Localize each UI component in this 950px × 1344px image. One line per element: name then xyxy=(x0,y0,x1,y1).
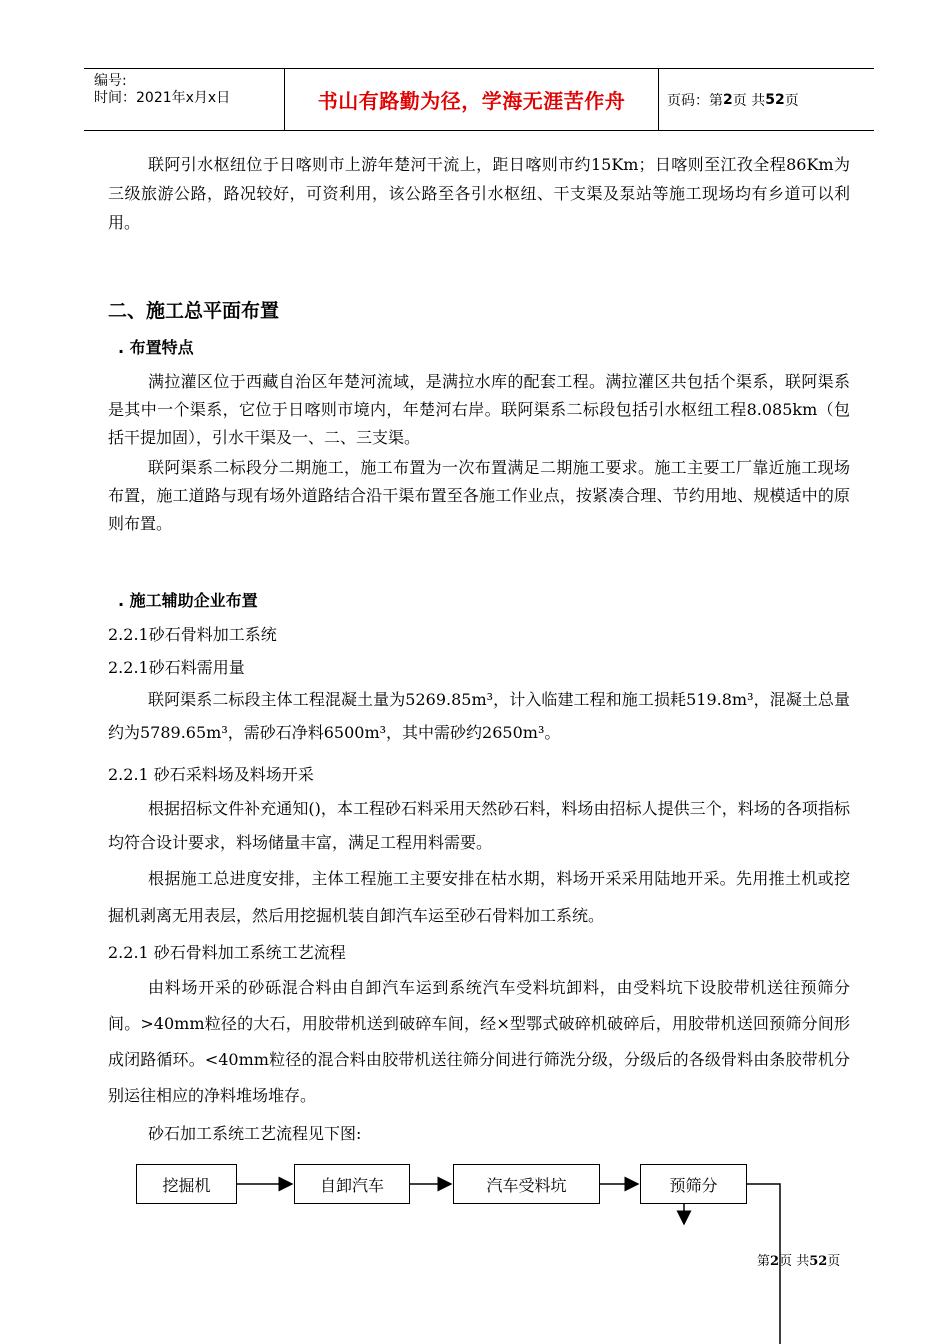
flow-box-excavator: 挖掘机 xyxy=(136,1164,237,1204)
quarry-paragraph-2: 根据施工总进度安排，主体工程施工主要安排在枯水期，料场开采采用陆地开采。先用推土机或挖掘机剥离无用表层，然后用挖掘机装自卸汽车运至砂石骨料加工系统。 xyxy=(108,869,850,925)
heading-process-flow: 2.2.1 砂石骨料加工系统工艺流程 xyxy=(108,943,346,962)
flow-box-receiving-pit: 汽车受料坑 xyxy=(453,1164,600,1204)
subsection-title-layout: . 布置特点 xyxy=(118,338,194,357)
page-footer xyxy=(757,1250,840,1269)
sub2-title-block xyxy=(118,588,860,611)
document-number-label: 编号: xyxy=(94,73,127,89)
footer-prefix: 第 xyxy=(757,1254,771,1269)
header-meta xyxy=(84,69,284,130)
section-title-block xyxy=(108,296,850,323)
layout-paragraph-1: 满拉灌区位于西藏自治区年楚河流域，是满拉水库的配套工程。满拉灌区共包括个渠系，联阿渠系是其中一个渠系，它位于日喀则市境内，年楚河右岸。联阿渠系二标段包括引水枢纽工程8.085km（包括干提加固），引水干渠及一、二、三支渠。 xyxy=(108,372,850,447)
intro-paragraph: 联阿引水枢纽位于日喀则市上游年楚河干流上，距日喀则市约15Km；日喀则至江孜全程86Km为三级旅游公路，路况较好，可资利用，该公路至各引水枢纽、干支渠及泵站等施工现场均有乡道可以利用。 xyxy=(108,155,850,232)
aggregate-section xyxy=(108,622,850,749)
flow-caption: 砂石加工系统工艺流程见下图: xyxy=(148,1124,362,1143)
document-date: 时间：2021年x月x日 xyxy=(94,90,231,106)
page-header xyxy=(84,68,874,131)
quarry-section xyxy=(108,762,850,934)
header-page-info xyxy=(659,69,874,130)
page-number: 2 xyxy=(723,91,733,108)
section-title: 二、施工总平面布置 xyxy=(108,300,280,322)
footer-suffix: 页 xyxy=(827,1254,841,1269)
sub1-title-block xyxy=(118,335,860,358)
page-mid: 页 共 xyxy=(732,92,766,109)
flow-box-dump-truck: 自卸汽车 xyxy=(294,1164,410,1204)
page-total: 52 xyxy=(765,91,785,108)
layout-paragraph-2: 联阿渠系二标段分二期施工，施工布置为一次布置满足二期施工要求。施工主要工厂靠近施工现场布置，施工道路与现有场外道路结合沿干渠布置至各施工作业点，按紧凑合理、节约用地、规模适中的原则布置。 xyxy=(108,458,850,533)
heading-quarry: 2.2.1 砂石采料场及料场开采 xyxy=(108,765,314,784)
header-motto-cell xyxy=(284,69,659,130)
process-section xyxy=(108,940,850,1152)
footer-page-number: 2 xyxy=(770,1254,780,1269)
footer-mid: 页 共 xyxy=(779,1254,810,1269)
page-prefix: 页码：第 xyxy=(667,92,723,109)
flow-box-prescreen: 预筛分 xyxy=(640,1164,747,1204)
demand-paragraph: 联阿渠系二标段主体工程混凝土量为5269.85m³，计入临建工程和施工损耗519.8m³，混凝土总量约为5789.65m³，需砂石净料6500m³，其中需砂约2650m³。 xyxy=(108,690,850,742)
process-paragraph: 由料场开采的砂砾混合料由自卸汽车运到系统汽车受料坑卸料，由受料坑下设胶带机送往预筛分间。>40mm粒径的大石，用胶带机送到破碎车间，经×型鄂式破碎机破碎后，用胶带机送回预筛分间形成闭路循环。<40mm粒径的混合料由胶带机送往筛分间进行筛洗分级，分级后的各级骨料由条胶带机分别运往相应的净料堆场堆存。 xyxy=(108,978,850,1105)
sub1-body xyxy=(108,368,850,538)
intro-block xyxy=(108,150,850,237)
quarry-paragraph-1: 根据招标文件补充通知()，本工程砂石料采用天然砂石料，料场由招标人提供三个，料场的各项指标均符合设计要求，料场储量丰富，满足工程用料需要。 xyxy=(108,799,850,852)
footer-page-total: 52 xyxy=(809,1254,828,1269)
page-suffix: 页 xyxy=(784,92,799,109)
header-motto: 书山有路勤为径，学海无涯苦作舟 xyxy=(317,89,626,113)
heading-aggregate-system: 2.2.1砂石骨料加工系统 xyxy=(108,625,277,644)
heading-aggregate-demand: 2.2.1砂石料需用量 xyxy=(108,658,245,677)
subsection-title-auxiliary: . 施工辅助企业布置 xyxy=(118,591,258,610)
